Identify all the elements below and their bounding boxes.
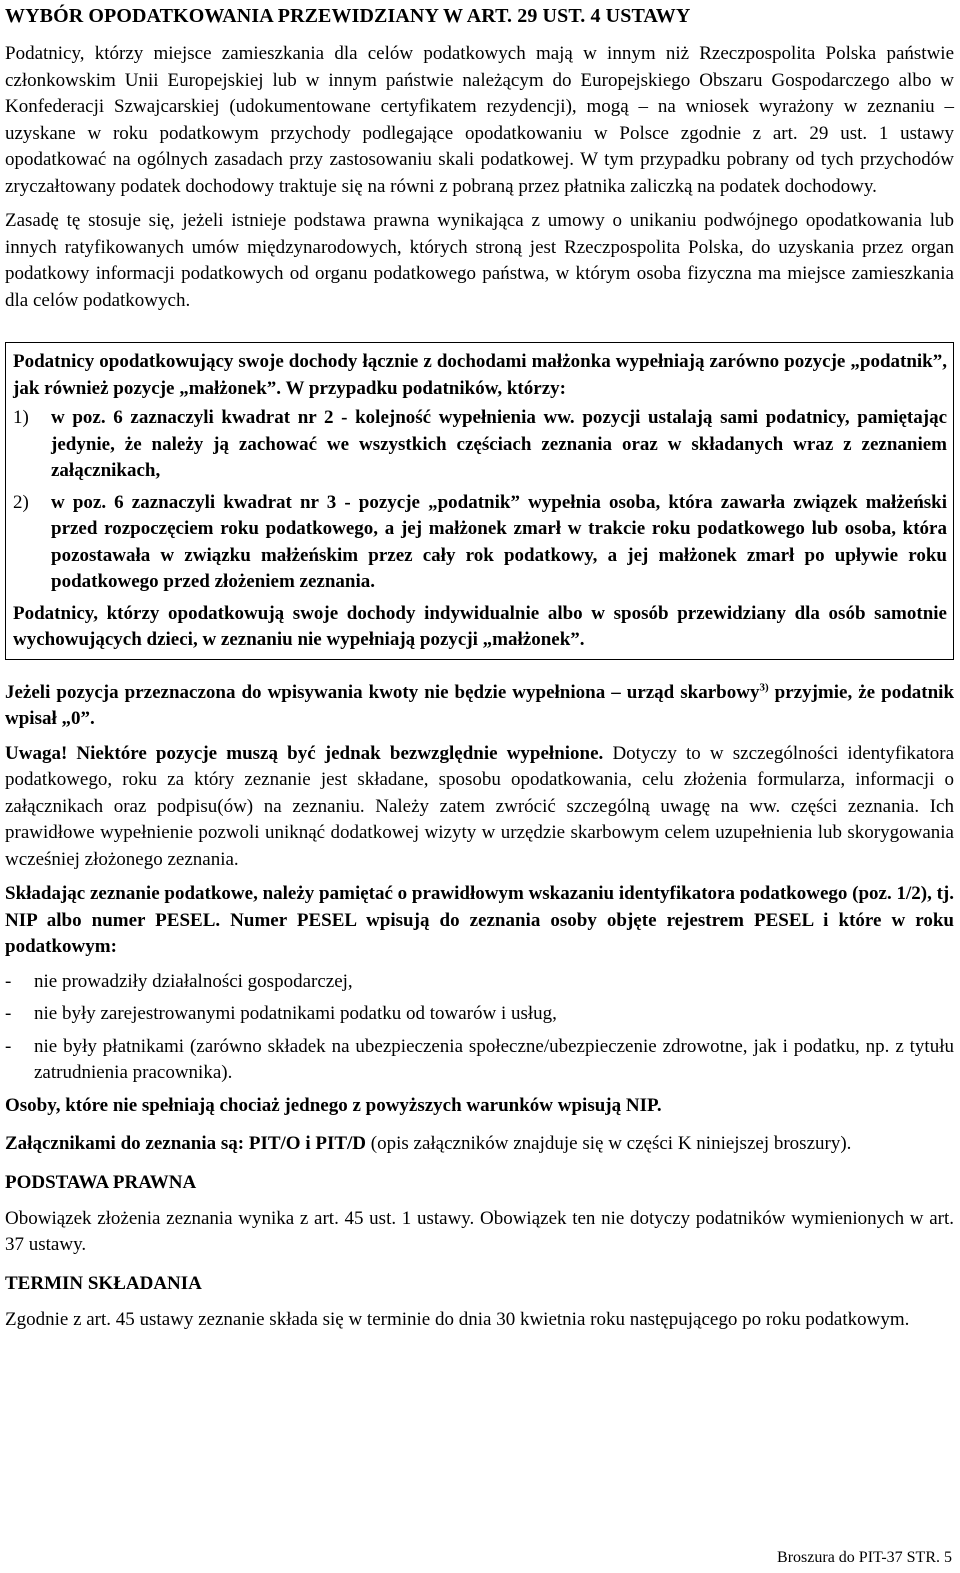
- condition-item: [5, 969, 954, 996]
- legal-basis-text: Obowiązek złożenia zeznania wynika z art. 45 ust. 1 ustawy. Obowiązek ten nie dotyczy podatników wymienionych w art. 37 ustawy.: [5, 1207, 954, 1255]
- condition-text: nie były płatnikami (zarówno składek na ubezpieczenia społeczne/ubezpieczenie zdrowotne, jak i podatku, np. z tytułu zatrudnienia pracownika).: [34, 1035, 954, 1083]
- box-closing: Podatnicy, którzy opodatkowują swoje dochody indywidualnie albo w sposób przewidziany dla osób samotnie wychowujących dzieci, w zeznaniu nie wypełniają pozycji „małżonek”.: [13, 602, 947, 650]
- paragraph-eligibility: Podatnicy, którzy miejsce zamieszkania dla celów podatkowych mają w innym niż Rzeczpospolita Polska państwie członkowskim Unii Europejskiej lub w innym państwie należącym do Europejskiego Obszaru Gospodarczego albo w Konfederacji Szwajcarskiej (udokumentowane certyfikatem rezydencji), mogą – na wniosek wyrażony w zeznaniu – uzyskane w roku podatkowym przychody podlegające opodatkowaniu w Polsce zgodnie z art. 29 ust. 1 ustawy opodatkować na ogólnych zasadach przy zastosowaniu skali podatkowej. W tym przypadku pobrany od tych przychodów zryczałtowany podatek dochodowy traktuje się na równi z pobraną przez płatnika zaliczką na podatek dochodowy.: [5, 43, 954, 197]
- paragraph-empty-field: [5, 680, 954, 733]
- paragraph-attachments: [5, 1131, 954, 1158]
- list-text: w poz. 6 zaznaczyli kwadrat nr 3 - pozycje „podatnik” wypełnia osoba, która zawarła związek małżeński przed rozpoczęciem roku podatkowego, a jej małżonek zmarł w trakcie roku podatkowego lub osoba, która pozostawała w związku małżeńskim przez cały rok podatkowy, a jej małżonek zmarł po upływie roku podatkowego przed złożeniem zeznania.: [51, 491, 947, 592]
- dash-bullet: -: [5, 1035, 12, 1057]
- empty-field-text: Jeżeli pozycja przeznaczona do wpisywania kwoty nie będzie wypełniona – urząd skarbowy: [5, 681, 760, 703]
- dash-bullet: -: [5, 970, 12, 992]
- paragraph-conditions: Zasadę tę stosuje się, jeżeli istnieje podstawa prawna wynikająca z umowy o unikaniu podwójnego opodatkowania lub innych ratyfikowanych umów międzynarodowych, których stroną jest Rzeczpospolita Polska, do uzyskania przez organ podatkowy informacji podatkowych od organu podatkowego państwa, w którym osoba fizyczna ma miejsce zamieszkania dla celów podatkowych.: [5, 210, 954, 311]
- footnote-marker: 3): [759, 681, 769, 694]
- empty-field-end: przyjmie, że podatnik wpisał „0”.: [5, 681, 955, 729]
- attachments-text: (opis załączników znajduje się w części K niniejszej broszury).: [370, 1133, 852, 1154]
- box-list-item: [13, 405, 947, 485]
- box-list: [13, 405, 947, 596]
- legal-basis-heading: PODSTAWA PRAWNA: [5, 1171, 197, 1193]
- paragraph-nip-rule: Osoby, które nie spełniają chociaż jednego z powyższych warunków wpisują NIP.: [5, 1094, 662, 1116]
- paragraph-identifier: Składając zeznanie podatkowe, należy pamiętać o prawidłowym wskazaniu identyfikatora podatkowego (poz. 1/2), tj. NIP albo numer PESEL. Numer PESEL wpisują do zeznania osoby objęte rejestrem PESEL i które w roku podatkowym:: [5, 883, 954, 957]
- page-footer: Broszura do PIT-37 STR. 5: [777, 1549, 952, 1566]
- list-number: 2): [13, 491, 29, 513]
- condition-text: nie prowadziły działalności gospodarczej,: [34, 970, 353, 992]
- warning-text: Dotyczy to w szczególności identyfikatora podatkowego, roku za który zeznanie jest składane, sposobu opodatkowania, celu złożenia formularza, informacji o załącznikach oraz podpisu(ów) na zeznaniu. Należy zatem zwrócić szczególną uwagę na ww. części zeznania. Ich prawidłowe wypełnienie pozwoli uniknąć dodatkowej wizyty w urzędzie skarbowym celem uzupełnienia lub skorygowania wcześniej złożonego zeznania.: [5, 742, 954, 870]
- condition-item: [5, 1001, 954, 1028]
- section-heading: WYBÓR OPODATKOWANIA PRZEWIDZIANY W ART. 29 UST. 4 USTAWY: [5, 5, 691, 27]
- box-list-item: [13, 490, 947, 596]
- box-intro: Podatnicy opodatkowujący swoje dochody łącznie z dochodami małżonka wypełniają zarówno pozycje „podatnik”, jak również pozycje „małżonek”. W przypadku podatników, którzy:: [13, 351, 947, 399]
- attachments-bold: Załącznikami do zeznania są: PIT/O i PIT/D: [5, 1133, 367, 1154]
- joint-filing-box: [5, 342, 954, 660]
- conditions-list: [5, 969, 954, 1087]
- dash-bullet: -: [5, 1003, 12, 1024]
- condition-text: nie były zarejestrowanymi podatnikami podatku od towarów i usług,: [34, 1003, 557, 1024]
- list-text: w poz. 6 zaznaczyli kwadrat nr 2 - kolejność wypełnienia ww. pozycji ustalają sami podatnicy, pamiętając jedynie, że należy ją zachować we wszystkich częściach zeznania oraz w składanych wraz z zeznaniem załącznikach,: [51, 407, 947, 481]
- document-page: [5, 3, 954, 1341]
- paragraph-warning: [5, 741, 954, 874]
- warning-bold: Uwaga! Niektóre pozycje muszą być jednak bezwzględnie wypełnione.: [5, 742, 604, 764]
- condition-item: [5, 1034, 954, 1087]
- list-number: 1): [13, 407, 29, 428]
- deadline-text: Zgodnie z art. 45 ustawy zeznanie składa się w terminie do dnia 30 kwietnia roku następującego po roku podatkowym.: [5, 1308, 910, 1330]
- deadline-heading: TERMIN SKŁADANIA: [5, 1272, 202, 1294]
